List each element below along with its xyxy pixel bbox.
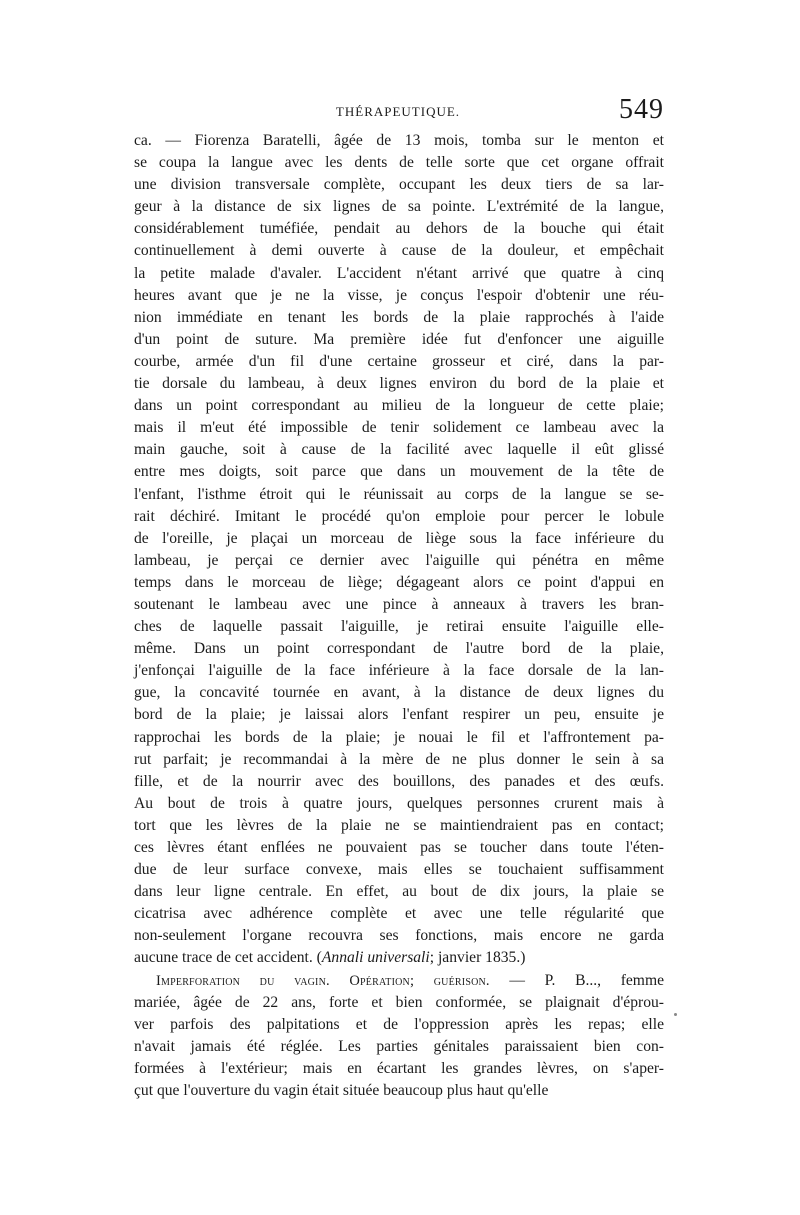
page-number: 549 <box>619 94 664 125</box>
citation-source: Annali universali <box>321 949 430 967</box>
running-head <box>132 94 664 134</box>
next-article <box>134 992 664 1102</box>
text-line: dans un point correspondant au milieu de la longueur de cette plaie; <box>134 397 664 415</box>
text-line: heures avant que je ne la visse, je conçus l'espoir d'obtenir une réu- <box>134 286 664 304</box>
text-line: cicatrisa avec adhérence complète et avec une telle régularité que <box>134 905 664 923</box>
text-line: lambeau, je perçai ce dernier avec l'aiguille qui pénétra en même <box>134 551 664 569</box>
text-line: due de leur surface convexe, mais elles se touchaient suffisamment <box>134 861 664 879</box>
text-line: ches de laquelle passait l'aiguille, je retirai ensuite l'aiguille elle- <box>134 618 664 636</box>
text-line: mais il m'eut été impossible de tenir solidement ce lambeau avec la <box>134 419 664 437</box>
text-line: l'enfant, l'isthme étroit qui le réunissait au corps de la langue se se- <box>134 485 664 503</box>
text-line: n'avait jamais été réglée. Les parties génitales paraissaient bien con- <box>134 1037 664 1055</box>
text-line: tie dorsale du lambeau, à deux lignes environ du bord de la plaie et <box>134 375 664 393</box>
text-line: continuellement à demi ouverte à cause de la douleur, et empêchait <box>134 242 664 260</box>
running-title: THÉRAPEUTIQUE. <box>335 104 461 119</box>
text-line: une division transversale complète, occupant les deux tiers de sa lar- <box>134 176 664 194</box>
text-line: formées à l'extérieur; mais en écartant les grandes lèvres, on s'aper- <box>134 1059 664 1077</box>
text-line: la petite malade d'avaler. L'accident n'étant arrivé que quatre à cinq <box>134 264 664 282</box>
heading-continuation: — P. B..., femme <box>489 971 664 989</box>
text-line: ver parfois des palpitations et de l'oppression après les repas; elle <box>134 1015 664 1033</box>
paper-speck <box>674 1013 677 1016</box>
text-line: non-seulement l'organe recouvra ses fonctions, mais encore ne garda <box>134 927 664 945</box>
text-line: ca. — Fiorenza Baratelli, âgée de 13 mois, tomba sur le menton et <box>134 132 664 149</box>
text-line: considérablement tuméfiée, pendait au dehors de la bouche qui était <box>134 220 664 238</box>
text-line: d'un point de suture. Ma première idée fut d'enfoncer une aiguille <box>134 330 664 348</box>
text-line: bord de la plaie; je laissai alors l'enfant respirer un peu, ensuite je <box>134 706 664 724</box>
text-line: dans leur ligne centrale. En effet, au bout de dix jours, la plaie se <box>134 883 664 901</box>
text-line: même. Dans un point correspondant de l'autre bord de la plaie, <box>134 640 664 658</box>
text-line: entre mes doigts, soit parce que dans un mouvement de la tête de <box>134 463 664 481</box>
text-line: temps dans le morceau de liège; dégageant alors ce point d'appui en <box>134 573 664 591</box>
text-line: ces lèvres étant enflées ne pouvaient pas se toucher dans toute l'éten- <box>134 839 664 856</box>
text-line: rait déchiré. Imitant le procédé qu'on emploie pour percer le lobule <box>134 507 664 525</box>
text-line: tort que les lèvres de la plaie ne se maintiendraient pas en contact; <box>134 816 664 834</box>
section-heading-line <box>134 970 664 992</box>
text-line: Au bout de trois à quatre jours, quelques personnes crurent mais à <box>134 794 664 812</box>
text-line: soutenant le lambeau avec une pince à anneaux à travers les bran- <box>134 595 664 613</box>
text-line: de l'oreille, je plaçai un morceau de liège sous la face inférieure du <box>134 529 664 547</box>
text-line: çut que l'ouverture du vagin était située beaucoup plus haut qu'elle <box>134 1082 549 1100</box>
text-line: fille, et de la nourrir avec des bouillons, des panades et des œufs. <box>134 772 664 790</box>
section-heading: Imperforation du vagin. Opération; guérison. <box>156 972 490 989</box>
body-text <box>134 130 664 1102</box>
citation-date: ; janvier 1835.) <box>429 949 526 967</box>
text-line: gue, la concavité tournée en avant, à la distance de deux lignes du <box>134 684 664 702</box>
text-line: mariée, âgée de 22 ans, forte et bien conformée, se plaignait d'éprou- <box>134 993 664 1011</box>
citation-line <box>134 947 664 969</box>
text-line: j'enfonçai l'aiguille de la face inférieure à la face dorsale de la lan- <box>134 662 664 680</box>
text-line: rut parfait; je recommandai à la mère de ne plus donner le sein à sa <box>134 750 664 768</box>
text-line: main gauche, soit à cause de la facilité avec laquelle il eût glissé <box>134 441 664 459</box>
text-line: se coupa la langue avec les dents de telle sorte que cet organe offrait <box>134 154 664 172</box>
text-line: courbe, armée d'un fil d'une certaine grosseur et ciré, dans la par- <box>134 352 664 370</box>
text-line: rapprochai les bords de la plaie; je nouai le fil et l'affrontement pa- <box>134 728 664 746</box>
text-line: nion immédiate en tenant les bords de la plaie rapprochés à l'aide <box>134 308 664 326</box>
text-line: geur à la distance de six lignes de sa pointe. L'extrémité de la langue, <box>134 198 664 216</box>
citation-prefix: aucune trace de cet accident. ( <box>134 949 322 967</box>
article-continuation <box>134 130 664 947</box>
